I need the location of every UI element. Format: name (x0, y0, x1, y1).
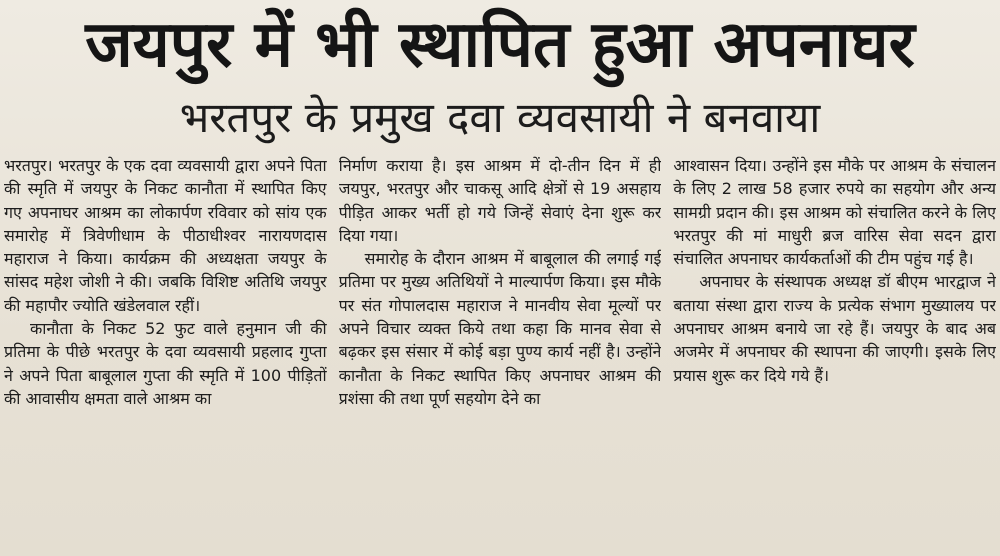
paragraph: समारोह के दौरान आश्रम में बाबूलाल की लगाई गई प्रतिमा पर मुख्य अतिथियों ने माल्यार्पण किया। इस मौके पर संत गोपालदास महाराज ने मानवीय सेवा मूल्यों पर अपने विचार व्यक्त किये तथा कहा कि मानव सेवा से बढ़कर इस संसार में कोई बड़ा पुण्य कार्य नहीं है। उन्होंने कानौता के निकट स्थापित किए अपनाघर आश्रम की प्रशंसा की तथा पूर्ण सहयोग देने का (338, 249, 662, 408)
paragraph: भरतपुर। भरतपुर के एक दवा व्यवसायी द्वारा अपने पिता की स्मृति में जयपुर के निकट कानौता में स्थापित किए गए अपनाघर आश्रम का लोकार्पण रविवार को सांय एक समारोह में त्रिवेणीधाम के पीठाधीश्वर नारायणदास महाराज ने किया। कार्यक्रम की अध्यक्षता जयपुर के सांसद महेश जोशी ने की। जबकि विशिष्ट अतिथि जयपुर की महापौर ज्योति खंडेलवाल रहीं। (4, 156, 327, 315)
paragraph: निर्माण कराया है। इस आश्रम में दो-तीन दिन में ही जयपुर, भरतपुर और चाकसू आदि क्षेत्रों से 19 असहाय पीड़ित आकर भर्ती हो गये जिन्हें सेवाएं देना शुरू कर दिया गया। (338, 156, 662, 245)
column-2 (339, 154, 662, 552)
column-1 (4, 154, 327, 552)
paragraph: कानौता के निकट 52 फुट वाले हनुमान जी की प्रतिमा के पीछे भरतपुर के दवा व्यवसायी प्रहलाद गुप्ता ने अपने पिता बाबूलाल गुप्ता की स्मृति में 100 पीड़ितों की आवासीय क्षमता वाले आश्रम का (4, 319, 327, 408)
paragraph: अपनाघर के संस्थापक अध्यक्ष डॉ बीएम भारद्वाज ने बताया संस्था द्वारा राज्य के प्रत्येक संभाग मुख्यालय पर अपनाघर आश्रम बनाये जा रहे हैं। जयपुर के बाद अब अजमेर में अपनाघर की स्थापना की जाएगी। इसके लिए प्रयास शुरू कर दिये गये हैं। (673, 272, 997, 385)
column-3 (673, 154, 996, 552)
headline: जयपुर में भी स्थापित हुआ अपनाघर (85, 8, 915, 82)
paragraph: आश्वासन दिया। उन्होंने इस मौके पर आश्रम के संचालन के लिए 2 लाख 58 हजार रुपये का सहयोग और अन्य सामग्री प्रदान की। इस आश्रम को संचालित करने के लिए भरतपुर की मां माधुरी ब्रज वारिस सेवा सदन द्वारा संचालित अपनाघर कार्यकर्ताओं की टीम पहुंच गई है। (673, 156, 997, 269)
subheadline: भरतपुर के प्रमुख दवा व्यवसायी ने बनवाया (179, 93, 821, 142)
article-body (4, 154, 996, 552)
